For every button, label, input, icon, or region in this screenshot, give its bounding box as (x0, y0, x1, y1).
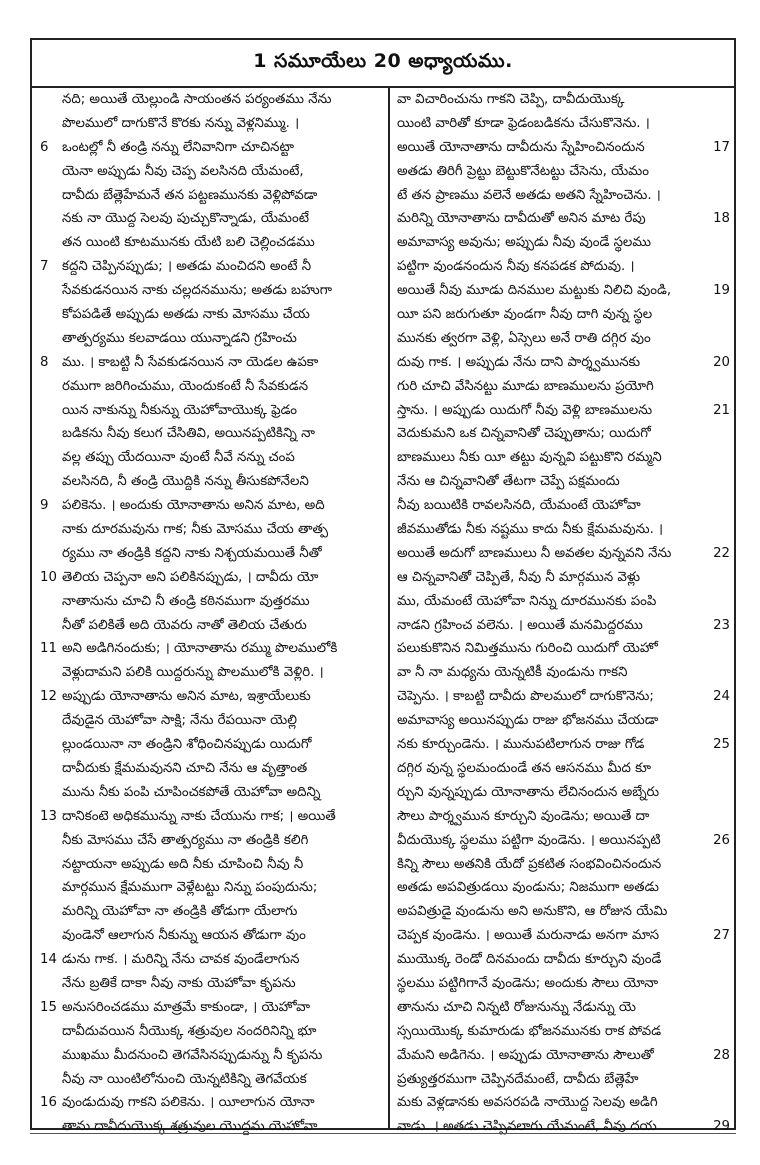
text-line (40, 781, 385, 805)
text-line (393, 1020, 730, 1044)
text-line (393, 996, 730, 1020)
line-text: వలసినది, నీ తండ్రి యొద్దికి నన్ను తీసుకపోనేలని (62, 474, 309, 490)
line-text: నాకు దూరమవును గాక; నీకు మోసము చేయ తాత్ప (62, 522, 329, 538)
verse-number: 14 (40, 952, 57, 968)
text-line (40, 1020, 385, 1044)
line-text: డును గాక. । మరిన్ని నేను చావక వుండేలాగున (62, 952, 300, 968)
line-text: ల్లుండయినా నా తండ్రిని శోధించినప్పుడు యిదుగో (62, 737, 312, 753)
verse-number: 27 (713, 928, 730, 944)
verse-number: 16 (40, 1095, 57, 1111)
line-text: దువు గాక. । అప్పుడు నేను దాని పార్శ్వమునకు (397, 354, 641, 370)
text-line (393, 160, 730, 184)
line-text: తెలియ చెప్పనా అని పలికినప్పుడు, । దావీదు యో (62, 569, 319, 585)
text-line (40, 351, 385, 375)
verse-number: 17 (713, 139, 730, 155)
line-text: వా విచారించును గాకని చెప్పి, దావీదుయొక్క (397, 92, 625, 107)
line-text: ర్చుని వున్నప్పుడు యోనాతాను లేచినందున అబ్నేరు (397, 784, 660, 800)
page-frame (30, 38, 736, 1135)
line-text: నీకు మోసము చేసే తాత్పర్యము నా తండ్రికి కలిగి (62, 832, 309, 848)
text-line (393, 637, 730, 661)
text-line (40, 494, 385, 518)
text-line (40, 470, 385, 494)
line-text: అపవిత్రుడై వుండును అని అనుకొని, ఆ రోజున యేమి (397, 904, 668, 920)
line-text: ముఖము మీదనుంచి తెగవేసినప్పుడున్ను నీ కృపను (62, 1047, 323, 1063)
text-line (40, 1068, 385, 1092)
text-line (40, 160, 385, 184)
line-text: నీతో పలికితే అది యెవరు నాతో తెలియ చేతురు (62, 617, 307, 633)
text-line (40, 375, 385, 399)
text-line (40, 661, 385, 685)
text-line (40, 184, 385, 208)
line-text: ముయొక్క రెండో దినమందు దావీదు కూర్చుని వుండే (397, 952, 662, 968)
text-line (393, 685, 730, 709)
line-text: నది; అయితే యెల్లుండి సాయంతన పర్యంతము నేను (62, 92, 332, 107)
line-text: వుండుదువు గాకని పలికెను. । యీలాగున యోనా (62, 1095, 315, 1111)
line-text: స్థలము పట్టిగిగానే వుండెను; అందుకు సౌలు యోనా (397, 975, 659, 991)
line-text: చెప్పెను. । కాబట్టి దావీదు పొలములో దాగుకొనెను; (397, 689, 654, 705)
line-text: బాణములు నీకు యీ తట్టు వున్నవి పట్టుకొని రమ్మని (397, 450, 662, 466)
text-line (40, 566, 385, 590)
line-text: రముగా జరిగించుము, యెందుకంటే నీ సేవకుడన (62, 378, 309, 394)
text-line (40, 303, 385, 327)
text-line (393, 470, 730, 494)
line-text: నాడని గ్రహించ వలెను. । అయితే మనమిద్దరము (397, 617, 643, 633)
line-text: కిన్ని సౌలు అతనికి యేదో ప్రకటిత సంభవించినందున (397, 856, 662, 872)
verse-number: 10 (40, 569, 57, 585)
line-text: స్తాను. । అప్పుడు యిదుగో నీవు వెళ్లి బాణములను (397, 402, 653, 418)
bottom-rule (30, 1133, 736, 1134)
text-line (40, 637, 385, 661)
text-line (40, 422, 385, 446)
text-line (40, 709, 385, 733)
line-text: వా నీ నా మధ్యను యెన్నటికీ వుండును గాకని (397, 665, 628, 681)
text-line (393, 757, 730, 781)
text-line (393, 900, 730, 924)
line-text: దేవుడైన యెహోవా సాక్షి; నేను రేపయినా యెల్లి (62, 713, 297, 729)
verse-number: 29 (713, 1119, 730, 1135)
line-text: గురి చూచి వేసినట్టు మూడు బాణములను ప్రయోగి (397, 378, 654, 394)
line-text: తానును చూచి నిన్నటి రోజునున్ను నేడున్ను యె (397, 999, 637, 1015)
text-line (393, 112, 730, 136)
line-text: పలికెను. । అందుకు యోనాతాను అనిన మాట, అది (62, 498, 325, 514)
line-text: కద్దని చెప్పినప్పుడు; । అతడు మంచిదని అంటే నీ (62, 259, 312, 275)
text-line (393, 1115, 730, 1139)
text-line (40, 1044, 385, 1068)
text-line (393, 351, 730, 375)
verse-number: 13 (40, 808, 57, 824)
line-text: ఆ చిన్నవానితో చెప్పితే, నీవు నీ మార్గమున వెళ్లు (397, 569, 641, 585)
line-text: ఒంటల్లో నీ తండ్రి నన్ను లేనివానిగా చూచినట్టా (62, 139, 294, 155)
text-line (393, 327, 730, 351)
line-text: మరిన్ని యెహోవా నా తండ్రికి తోడుగా యేలాగు (62, 904, 298, 920)
verse-number: 19 (713, 283, 730, 299)
text-line (40, 757, 385, 781)
verse-number: 8 (40, 354, 49, 370)
line-text: యీ పని జరుగుతూ వుండగా నీవు దాగి వున్న స్థల (397, 307, 653, 323)
text-line (393, 303, 730, 327)
text-line (393, 876, 730, 900)
text-line (393, 255, 730, 279)
line-text: పలుకుకొనిన నిమిత్తమును గురించి యిదుగో యెహో (397, 641, 658, 657)
text-line (40, 900, 385, 924)
line-text: అయితే అదుగో బాణములు నీ అవతల వున్నవని నేను (397, 545, 672, 561)
text-line (393, 494, 730, 518)
text-line (393, 733, 730, 757)
line-text: నీవు నా యింటిలోనుంచి యెన్నటికిన్ని తెగవేయక (62, 1071, 307, 1087)
line-text: ర్యము నా తండ్రికి కద్దని నాకు నిశ్చయమయితే నీతో (62, 545, 322, 561)
verse-number: 26 (713, 832, 730, 848)
text-line (393, 136, 730, 160)
line-text: మును నీకు పంపి చూపించకపోతే యెహోవా అదిన్ని (62, 784, 321, 800)
text-line (393, 279, 730, 303)
line-text: తన యింటి కూటమునకు యేటి బలి చెల్లించడము (62, 235, 315, 251)
text-line (40, 1091, 385, 1115)
text-line (40, 327, 385, 351)
verse-number: 25 (713, 737, 730, 753)
line-text: తాత్పర్యము కలవాడయి యున్నాడని గ్రహించు (62, 330, 297, 346)
text-line (40, 255, 385, 279)
text-line (40, 853, 385, 877)
line-text: టే తన ప్రాణము వలెనే అతడు అతని స్నేహించెను. । (397, 187, 661, 203)
text-line (393, 924, 730, 948)
line-text: నకు కూర్చుండెను. । మునుపటిలాగున రాజు గోడ (397, 737, 645, 753)
text-line (393, 231, 730, 255)
line-text: దానికంటె అధికమున్ను నాకు చేయును గాక; । అయితే (62, 808, 336, 824)
text-line (393, 853, 730, 877)
line-text: చెప్పక వుండెను. । అయితే మరునాడు అనగా మాస (397, 928, 660, 944)
page-title: 1 సమూయేలు 20 అధ్యాయము. (32, 40, 734, 88)
text-line (393, 422, 730, 446)
line-text: నాతానును చూచి నీ తండ్రి కఠినముగా వుత్తరము (62, 593, 310, 609)
line-text: పట్టిగా వుండనందున నీవు కనపడక పోదువు. । (397, 259, 635, 275)
verse-number: 12 (40, 689, 57, 705)
line-text: బడికను నీవు కలుగ చేసితివి, అయినప్పటికిన్ని నా (62, 426, 315, 442)
text-line (40, 231, 385, 255)
text-line (393, 518, 730, 542)
text-line (393, 566, 730, 590)
line-text: వల్ల తప్పు యేదయినా వుంటే నీవే నన్ను చంప (62, 450, 295, 466)
line-text: ము, యేమంటే యెహోవా నిన్ను దూరమునకు పంపి (397, 593, 657, 609)
text-line (40, 948, 385, 972)
line-text: సౌలు పార్శ్వమున కూర్చుని వుండెను; అయితే దా (397, 808, 650, 824)
line-text: అప్పుడు యోనాతాను అనిన మాట, ఇశ్రాయేలుకు (62, 689, 311, 705)
line-text: వీదుయొక్క స్థలము పట్టిగా వుండెను. । అయినప్పటి (397, 832, 661, 848)
line-text: నేను ఆ చిన్నవానితో తేటగా చెప్పే పక్షమందు (397, 474, 620, 490)
verse-number: 6 (40, 139, 49, 155)
text-line (40, 542, 385, 566)
text-line (40, 733, 385, 757)
text-line (393, 661, 730, 685)
text-line (40, 972, 385, 996)
line-text: యిన నాకున్ను నీకున్ను యెహోవాయొక్క ఫ్రెడం (62, 402, 298, 418)
line-text: నీవు బయిటికి రావలసినది, యేమంటే యెహోవా (397, 498, 641, 514)
line-text: మునకు త్వరగా వెళ్లి, ఏస్సెలు అనే రాతి దగ్గిర వుం (397, 330, 651, 346)
text-line (40, 518, 385, 542)
line-text: మార్గమున క్షేమముగా వెళ్లేటట్టు నిన్ను పంపుదును; (62, 880, 318, 896)
text-line (40, 88, 385, 112)
right-column (393, 88, 730, 1135)
verse-number: 15 (40, 999, 57, 1015)
text-line (393, 375, 730, 399)
verse-number: 18 (713, 211, 730, 227)
text-line (393, 709, 730, 733)
line-text: అమావాస్య అయినప్పుడు రాజు భోజనము చేయడా (397, 713, 659, 729)
text-line (393, 805, 730, 829)
text-line (40, 207, 385, 231)
text-line (393, 1091, 730, 1115)
verse-number: 9 (40, 498, 49, 514)
text-line (40, 829, 385, 853)
line-text: అమావాస్య అవును; అప్పుడు నీవు వుండే స్థలము (397, 235, 651, 251)
line-text: నకు నా యొద్ద సెలవు పుచ్చుకొన్నాడు, యేమంటే (62, 211, 310, 227)
text-line (40, 1115, 385, 1139)
line-text: ము. । కాబట్టి నీ సేవకుడనయిన నా యెడల ఉపకా (62, 354, 319, 370)
left-column (40, 88, 385, 1135)
text-line (393, 1068, 730, 1092)
text-line (40, 279, 385, 303)
line-text: జీవముతోడు నీకు నష్టము కాదు నీకు క్షేమమవును. । (397, 522, 664, 538)
text-line (40, 805, 385, 829)
verse-number: 22 (713, 545, 730, 561)
text-line (40, 446, 385, 470)
line-text: తాను దావీదుయొక్క శత్రువుల యొద్దను యెహోవా (62, 1119, 318, 1135)
text-line (40, 614, 385, 638)
text-line (393, 1044, 730, 1068)
line-text: నాడు. । అతడు చెప్పినలాగు యేమంటే, నీవు దయ (397, 1119, 657, 1135)
text-line (393, 88, 730, 112)
line-text: అతడు తిరిగీ ప్రెట్టు బెట్టుకొనేటట్టు చేసెను, యేమం (397, 163, 649, 179)
line-text: అయితే నీవు మూడు దినముల మట్టుకు నిలిచి వుండి, (397, 283, 672, 299)
text-line (40, 399, 385, 423)
line-text: దావీదు బేత్లెహేమనే తన పట్టణమునకు వెళ్లిపోవడా (62, 187, 318, 203)
verse-number: 7 (40, 259, 49, 275)
line-text: యింటి వారితో కూడా ఫ్రెడంబడికను చేసుకొనెను. । (397, 115, 650, 131)
line-text: నట్టాయనా అప్పుడు అది నీకు చూపించి నీవు నీ (62, 856, 304, 872)
verse-number: 24 (713, 689, 730, 705)
line-text: ప్రత్యుత్తరముగా చెప్పినదేమంటే, దావీదు బేత్లెహే (397, 1071, 639, 1087)
line-text: మరిన్ని యోనాతాను దావీదుతో అనిన మాట రేపు (397, 211, 646, 227)
text-line (40, 996, 385, 1020)
line-text: దావీదువయిన నీయొక్క శత్రువుల నందరినిన్ని భూ (62, 1023, 317, 1039)
column-divider (388, 86, 390, 1128)
line-text: అనుసరించడము మాత్రమే కాకుండా, । యెహోవా (62, 999, 311, 1015)
verse-number: 21 (713, 402, 730, 418)
text-line (393, 972, 730, 996)
line-text: నేను బ్రతికే దాకా నీవు నాకు యెహోవా కృపను (62, 975, 296, 991)
text-line (40, 685, 385, 709)
line-text: యెనా అప్పుడు నీవు చెప్ప వలసినది యేమంటే, (62, 163, 304, 179)
verse-number: 23 (713, 617, 730, 633)
line-text: కోపపడితే అప్పుడు అతడు నాకు మోసము చేయ (62, 307, 310, 323)
line-text: మకు వెళ్లడానకు అవసరపడి నాయొద్ద సెలవు అడిగి (397, 1095, 658, 1111)
line-text: అయితే యోనాతాను దావీదును స్నేహించినందున (397, 139, 645, 155)
line-text: వెళ్లుదామని పలికి యిద్దరున్ను పొలములోకి వెళ్లిరి. । (62, 665, 324, 681)
text-line (393, 781, 730, 805)
text-line (393, 542, 730, 566)
line-text: అని అడిగినందుకు; । యోనాతాను రమ్ము పొలములోకి (62, 641, 338, 657)
line-text: దగ్గిర వున్న స్థలమందుండే తన ఆసనము మీద కూ (397, 760, 651, 776)
line-text: స్సయియొక్క కుమారుడు భోజనమునకు రాక పోవడ (397, 1023, 662, 1039)
text-line (393, 948, 730, 972)
line-text: అతడు అపవిత్రుడయి వుండును; నిజముగా అతడు (397, 880, 660, 896)
verse-number: 28 (713, 1047, 730, 1063)
verse-number: 20 (713, 354, 730, 370)
text-line (40, 924, 385, 948)
text-line (40, 136, 385, 160)
text-line (40, 112, 385, 136)
text-line (40, 590, 385, 614)
text-line (393, 184, 730, 208)
text-line (40, 876, 385, 900)
text-line (393, 590, 730, 614)
text-line (393, 829, 730, 853)
line-text: వుండెనో ఆలాగున నీకున్ను ఆయన తోడుగా వుం (62, 928, 306, 944)
text-line (393, 207, 730, 231)
line-text: వెదుకుమని ఒక చిన్నవానితో చెప్పుతాను; యిదుగో (397, 426, 651, 442)
line-text: పొలములో దాగుకొనే కొరకు నన్ను వెళ్లనిమ్ము. । (62, 115, 300, 131)
line-text: మేమని అడిగెను. । అప్పుడు యోనాతాను సౌలుతో (397, 1047, 654, 1063)
line-text: సేవకుడనయిన నాకు చల్లదనమును; అతడు బహుగా (62, 283, 332, 299)
line-text: దావీదుకు క్షేమమవునని చూచి నేను ఆ వృత్తాంత (62, 760, 308, 776)
text-line (393, 399, 730, 423)
verse-number: 11 (40, 641, 57, 657)
text-line (393, 614, 730, 638)
text-line (393, 446, 730, 470)
